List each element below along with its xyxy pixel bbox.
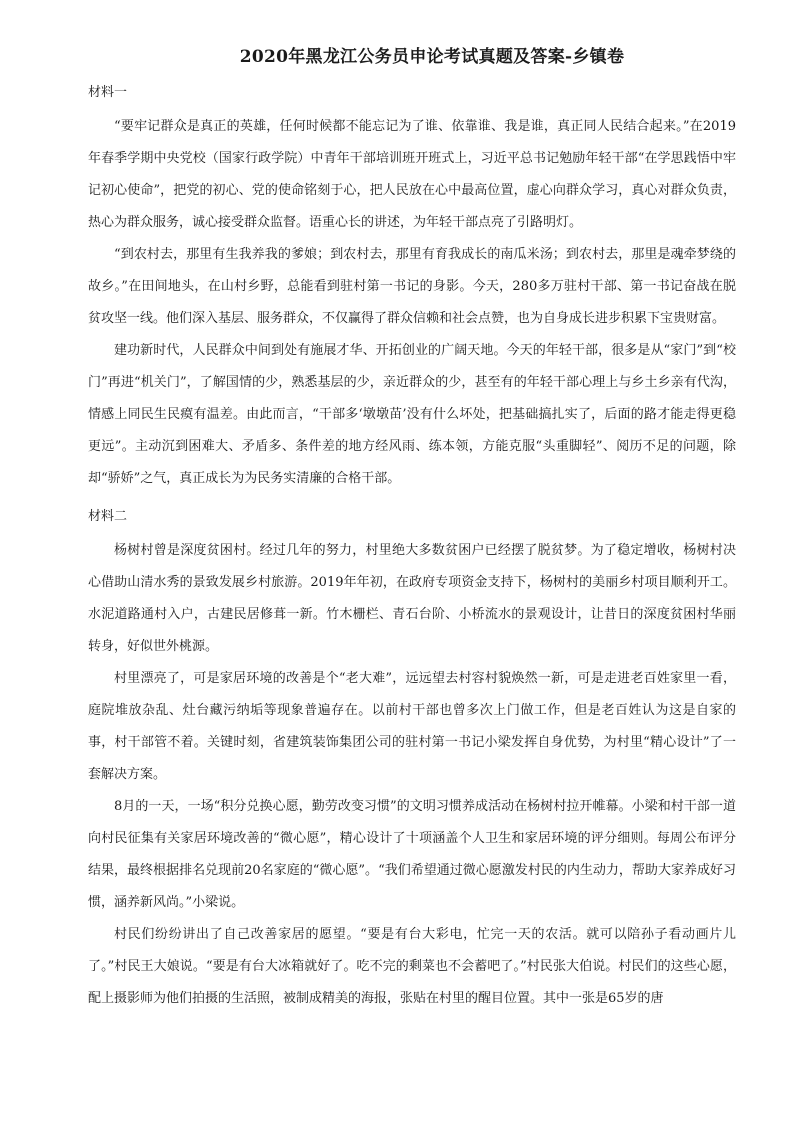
document-title: 2020年黑龙江公务员申论考试真题及答案-乡镇卷 xyxy=(239,47,625,67)
paragraph: “到农村去，那里有生我养我的爹娘；到农村去，那里有育我成长的南瓜米汤；到农村去，那里是魂牵梦绕的故乡。”在田间地头，在山村乡野，总能看到驻村第一书记的身影。今天，280多万驻村干部、第一书记奋战在脱贫攻坚一线。他们深入基层、服务群众，不仅赢得了群众信赖和社会点赞，也为自身成长进步积累下宝贵财富。 xyxy=(88,247,736,326)
paragraph: 建功新时代，人民群众中间到处有施展才华、开拓创业的广阔天地。今天的年轻干部，很多是从“家门”到“校门”再进“机关门”，了解国情的少，熟悉基层的少，亲近群众的少，甚至有的年轻干部心理上与乡土乡亲有代沟，情感上同民生民瘼有温差。由此而言，“干部多‘墩墩苗’没有什么坏处，把基础搞扎实了，后面的路才能走得更稳更远”。主动沉到困难大、矛盾多、条件差的地方经风雨、练本领，方能克服“头重脚轻”、阅历不足的问题，除却“骄娇”之气，真正成长为为民务实清廉的合格干部。 xyxy=(88,343,736,486)
paragraph: 村里漂亮了，可是家居环境的改善是个“老大难”，远远望去村容村貌焕然一新，可是走进老百姓家里一看，庭院堆放杂乱、灶台藏污纳垢等现象普遍存在。以前村干部也曾多次上门做工作，但是老百姓认为这是自家的事，村干部管不着。关键时刻，省建筑装饰集团公司的驻村第一书记小梁发挥自身优势，为村里“精心设计”了一套解决方案。 xyxy=(88,671,736,782)
section-label-material-1: 材料一 xyxy=(88,85,128,100)
paragraph: “要牢记群众是真正的英雄，任何时候都不能忘记为了谁、依靠谁、我是谁，真正同人民结合起来。”在2019年春季学期中央党校（国家行政学院）中青年干部培训班开班式上，习近平总书记勉励年轻干部“在学思践悟中牢记初心使命”，把党的初心、党的使命铭刻于心，把人民放在心中最高位置，虚心向群众学习，真心对群众负责，热心为群众服务，诚心接受群众监督。语重心长的讲述，为年轻干部点亮了引路明灯。 xyxy=(88,119,736,230)
paragraph: 杨树村曾是深度贫困村。经过几年的努力，村里绝大多数贫困户已经摆了脱贫梦。为了稳定增收，杨树村决心借助山清水秀的景致发展乡村旅游。2019年年初，在政府专项资金支持下，杨树村的美丽乡村项目顺利开工。水泥道路通村入户，古建民居修葺一新。竹木栅栏、青石台阶、小桥流水的景观设计，让昔日的深度贫困村华丽转身，好似世外桃源。 xyxy=(88,543,736,654)
paragraph: 8月的一天，一场“积分兑换心愿，勤劳改变习惯”的文明习惯养成活动在杨树村拉开帷幕。小梁和村干部一道向村民征集有关家居环境改善的“微心愿”，精心设计了十项涵盖个人卫生和家居环境的评分细则。每周公布评分结果，最终根据排名兑现前20名家庭的“微心愿”。“我们希望通过微心愿激发村民的内生动力，帮助大家养成好习惯，涵养新风尚。”小梁说。 xyxy=(88,799,736,910)
paragraph: 村民们纷纷讲出了自己改善家居的愿望。“要是有台大彩电，忙完一天的农活。就可以陪孙子看动画片儿了。”村民王大娘说。“要是有台大冰箱就好了。吃不完的剩菜也不会蓄吧了。”村民张大伯说。村民们的这些心愿，配上摄影师为他们拍摄的生活照，被制成精美的海报，张贴在村里的醒目位置。其中一张是65岁的唐 xyxy=(88,927,736,1006)
section-label-material-2: 材料二 xyxy=(88,509,128,524)
